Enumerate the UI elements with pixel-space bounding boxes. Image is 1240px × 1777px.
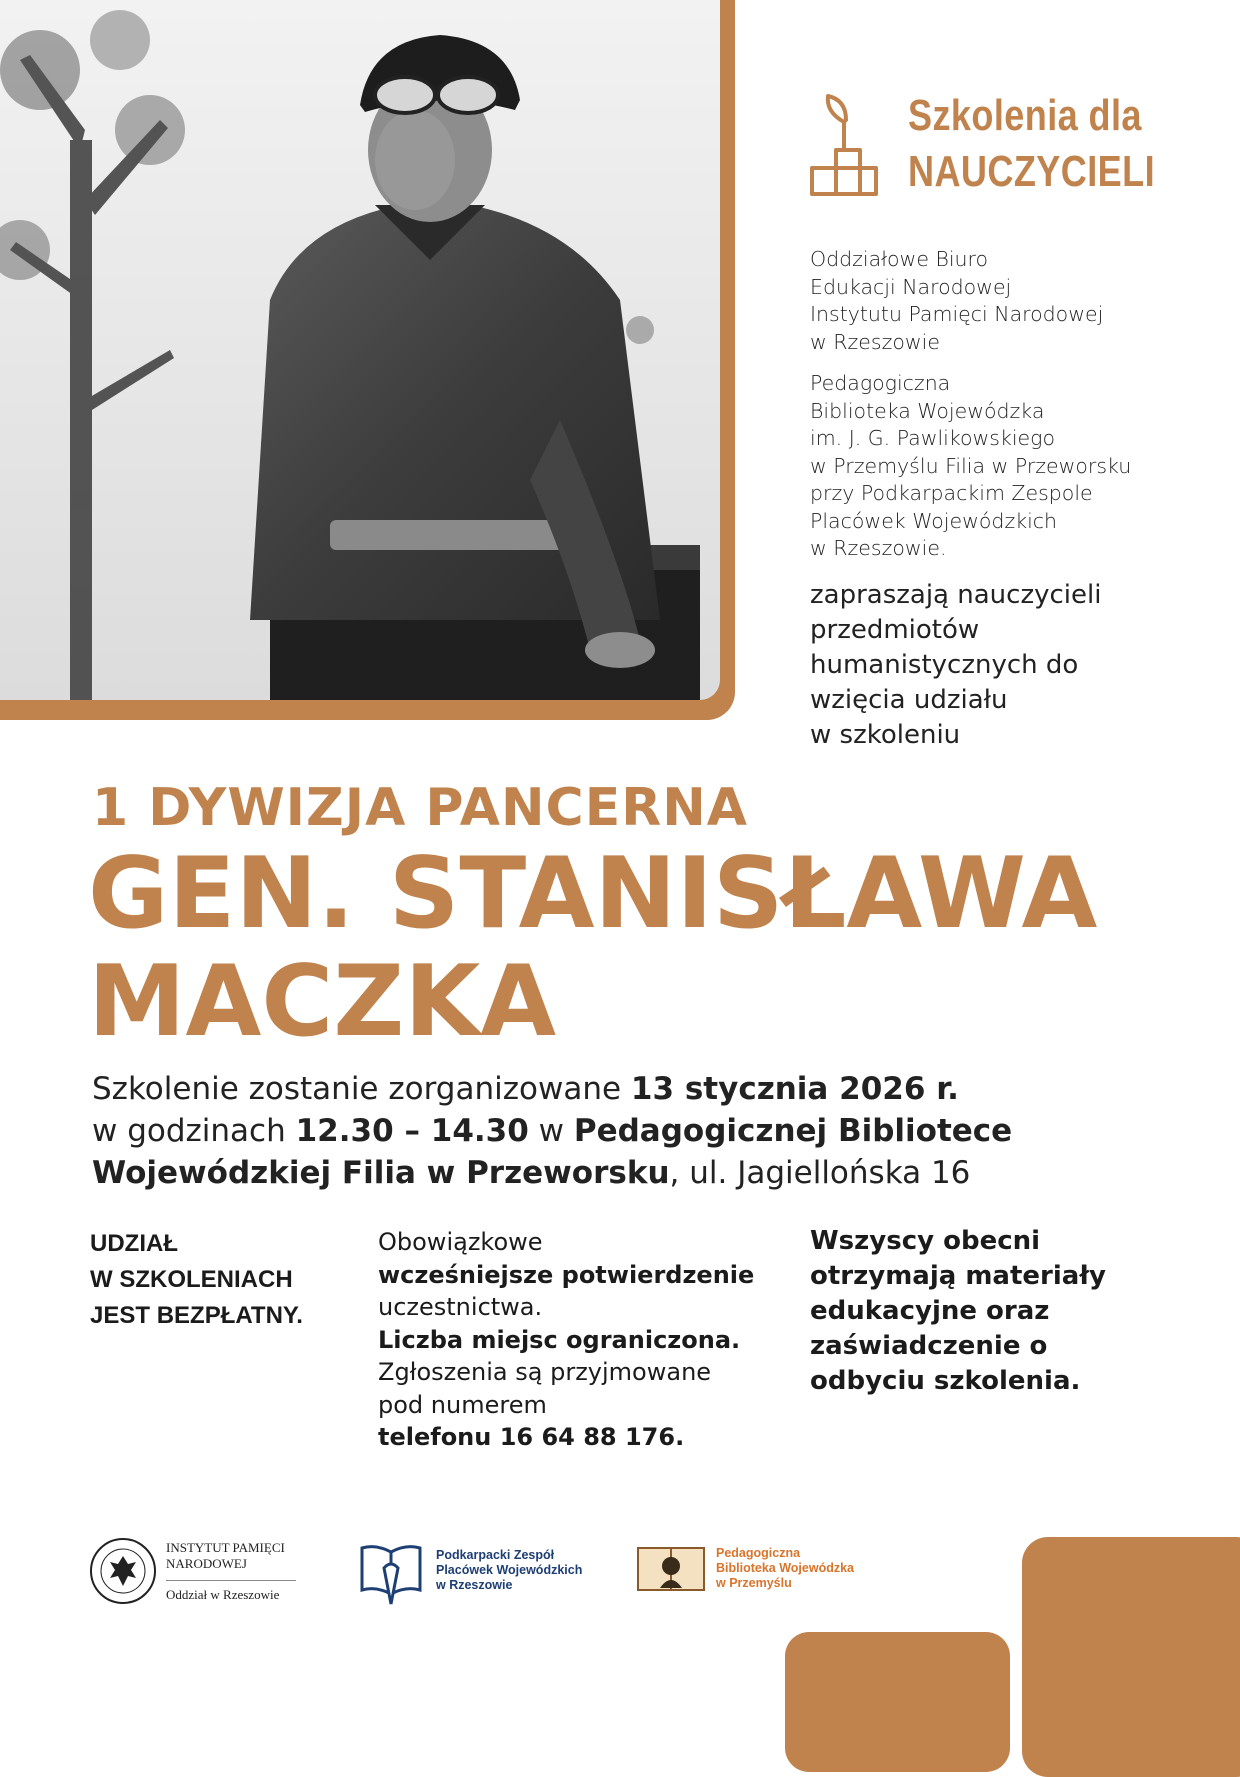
training-details: Szkolenie zostanie zorganizowane 13 stycznia 2026 r. w godzinach 12.30 – 14.30 w Pedagogicznej Bibliotece Wojewódzkiej Filia w Przeworsku, ul. Jagiellońska 16	[92, 1071, 1013, 1191]
free-participation-note: UDZIAŁ W SZKOLENIACH JEST BEZPŁATNY.	[90, 1230, 303, 1329]
open-book-pen-icon	[358, 1538, 424, 1608]
header-title: Szkolenia dla NAUCZYCIELI	[908, 91, 1156, 196]
pbw-logo-text: Pedagogiczna Biblioteka Wojewódzka w Przemyślu	[716, 1546, 854, 1590]
title-main: GEN. STANISŁAWA MACZKA	[88, 837, 1098, 1059]
registration-info: Obowiązkowe wcześniejsze potwierdzenie uczestnictwa. Liczba miejsc ograniczona. Zgłoszenia są przyjmowane pod numerem telefonu 16 64 88 176.	[378, 1228, 755, 1451]
decorative-block-small	[785, 1632, 1010, 1772]
pzpw-logo-text: Podkarpacki Zespół Placówek Wojewódzkich w Rzeszowie	[436, 1548, 583, 1592]
organizer-ipn: Oddziałowe Biuro Edukacji Narodowej Instytutu Pamięci Narodowej w Rzeszowie	[810, 247, 1104, 354]
general-portrait-photo	[0, 0, 720, 700]
ipn-logo-text: INSTYTUT PAMIĘCI NARODOWEJ Oddział w Rzeszowie	[166, 1540, 296, 1603]
invitation-text: zapraszają nauczycieli przedmiotów humanistycznych do wzięcia udziału w szkoleniu	[810, 580, 1102, 750]
organizer-library: Pedagogiczna Biblioteka Wojewódzka im. J. G. Pawlikowskiego w Przemyślu Filia w Przeworsku przy Podkarpackim Zespole Placówek Wojewódzkich w Rzeszowie.	[810, 371, 1132, 560]
materials-note: Wszyscy obecni otrzymają materiały edukacyjne oraz zaświadczenie o odbyciu szkolenia.	[810, 1226, 1106, 1396]
title-line-1: 1 DYWIZJA PANCERNA	[92, 778, 749, 838]
sprout-on-blocks-icon	[808, 92, 880, 202]
decorative-block-large	[1022, 1537, 1240, 1777]
book-portrait-icon	[636, 1544, 706, 1594]
